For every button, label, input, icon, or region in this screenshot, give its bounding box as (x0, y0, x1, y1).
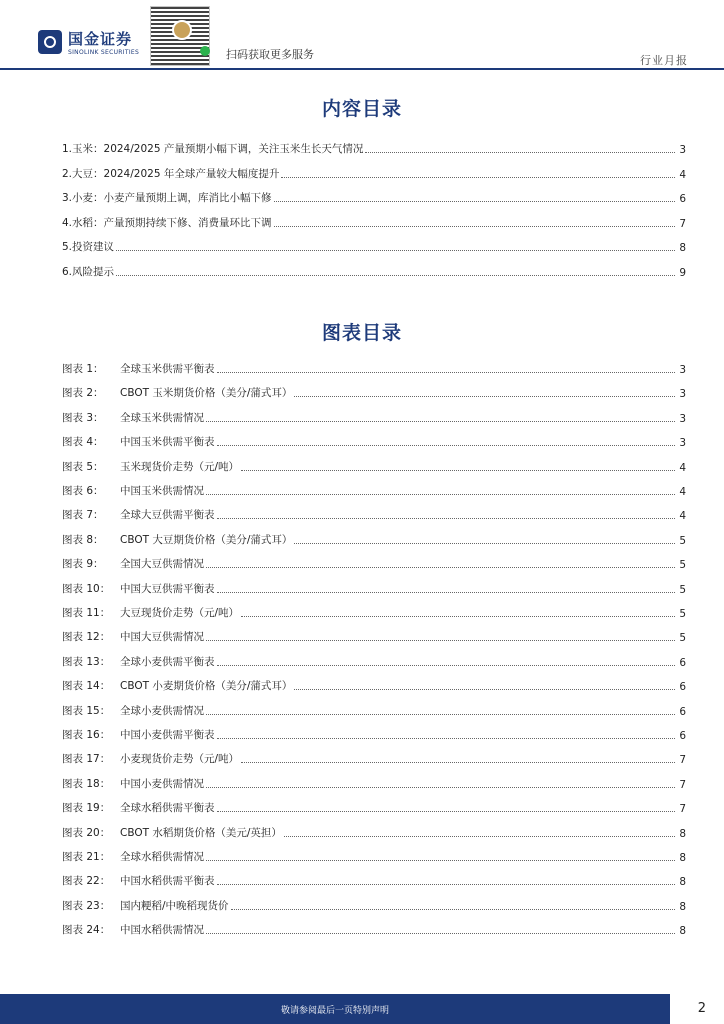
page-header (0, 0, 724, 70)
footer-disclaimer: 敬请参阅最后一页特别声明 (280, 1006, 389, 1016)
figure-entry-label (62, 532, 294, 547)
figure-entry[interactable] (62, 897, 686, 913)
figure-entry[interactable] (62, 360, 686, 376)
figure-entry[interactable] (62, 702, 686, 718)
figure-entry-title: 中国大豆供需平衡表 (120, 582, 215, 595)
figure-entry[interactable] (62, 433, 686, 449)
figure-entry-title: 小麦现货价走势（元/吨） (120, 753, 240, 766)
figure-entry-page: 8 (679, 852, 686, 864)
toc-entry-page: 6 (679, 193, 686, 205)
figure-entry-title: 全球小麦供需情况 (120, 704, 204, 717)
toc-entry-page: 4 (679, 168, 686, 181)
figure-entry-title: 中国水稻供需情况 (120, 924, 204, 937)
figure-entry-title: 全球水稻供需平衡表 (120, 802, 215, 815)
figure-entry-label (62, 751, 241, 766)
figure-entry[interactable] (62, 580, 686, 596)
dot-leader (206, 640, 675, 641)
figure-entry[interactable] (62, 726, 686, 742)
figure-entry-number: 图表 11： (62, 607, 111, 619)
figure-entry-page: 3 (679, 437, 686, 450)
figure-entry[interactable] (62, 628, 686, 644)
figure-entry-label (62, 849, 206, 864)
figure-entry-title: CBOT 小麦期货价格（美分/蒲式耳） (120, 680, 293, 693)
figure-entry-number: 图表 17： (62, 753, 111, 766)
figure-entry-page: 5 (679, 608, 686, 620)
figure-entry-title: 中国水稻供需平衡表 (120, 875, 215, 888)
figure-entry-page: 7 (679, 803, 686, 816)
figure-entry-page: 3 (679, 388, 686, 401)
toc-entry-label: 5.投资建议 (62, 241, 115, 253)
figure-entry-title: CBOT 水稻期货价格（美元/英担） (120, 826, 282, 839)
figures-title: 图表目录 (321, 322, 402, 344)
figure-entry[interactable] (62, 872, 686, 888)
dot-leader (294, 689, 675, 690)
toc-entry-page: 9 (679, 266, 686, 279)
figure-entry-number: 图表 18： (62, 777, 111, 790)
figure-entry-number: 图表 16： (62, 729, 111, 741)
toc-entry[interactable] (62, 214, 686, 230)
figure-entry-number: 图表 4： (62, 436, 104, 449)
figure-entry-title: 中国玉米供需平衡表 (120, 436, 215, 449)
figure-entry-title: 中国玉米供需情况 (120, 485, 204, 497)
figure-entry-label (62, 898, 231, 913)
figure-entry-number: 图表 24： (62, 924, 111, 937)
figure-entry[interactable] (62, 604, 686, 620)
figure-entry-label (62, 800, 217, 815)
figure-entry-label (62, 703, 206, 718)
dot-leader (206, 567, 675, 568)
toc-entry[interactable] (62, 165, 686, 181)
figure-entry-label (62, 654, 217, 669)
figure-entry-label (62, 556, 206, 571)
figure-entry-number: 图表 1： (62, 363, 104, 375)
figure-entry-page: 5 (679, 583, 686, 596)
figure-entry-title: 国内粳稻/中晚稻现货价 (120, 899, 229, 912)
dot-leader (217, 665, 676, 666)
figure-entry-title: 全球玉米供需情况 (120, 411, 204, 424)
figure-entry-title: CBOT 玉米期货价格（美分/蒲式耳） (120, 387, 293, 400)
figure-entry-label (62, 873, 217, 888)
figure-entry-page: 3 (679, 412, 686, 425)
figure-entry[interactable] (62, 482, 686, 498)
figure-entry-title: 全球小麦供需平衡表 (120, 655, 215, 668)
dot-leader (217, 738, 676, 739)
dot-leader (206, 933, 675, 934)
figure-entry-label (62, 581, 217, 596)
figure-entry-label (62, 385, 294, 400)
figure-entry-page: 7 (679, 754, 686, 767)
toc-entry-label: 1.玉米：2024/2025 产量预期小幅下调，关注玉米生长天气情况 (62, 143, 364, 155)
figure-entry-label (62, 507, 217, 522)
toc-entry[interactable] (62, 189, 686, 205)
figure-entry-number: 图表 21： (62, 851, 111, 863)
figure-entry-title: 中国小麦供需平衡表 (120, 729, 215, 741)
figure-entry-label (62, 922, 206, 937)
toc-entry[interactable] (62, 238, 686, 254)
figure-entry-label (62, 825, 284, 840)
figure-entry[interactable] (62, 775, 686, 791)
page-footer (0, 994, 724, 1024)
dot-leader (274, 201, 676, 202)
dot-leader (217, 811, 676, 812)
figure-entry-title: CBOT 大豆期货价格（美分/蒲式耳） (120, 533, 293, 546)
report-type: 行业月报 (640, 54, 688, 67)
figure-entry-number: 图表 5： (62, 460, 104, 473)
figure-entry-number: 图表 12： (62, 631, 111, 644)
figure-entry-title: 全国大豆供需情况 (120, 558, 204, 571)
figure-entry-title: 全球玉米供需平衡表 (120, 363, 215, 375)
figure-entry-number: 图表 3： (62, 411, 104, 424)
dot-leader (116, 275, 675, 276)
figure-entry[interactable] (62, 653, 686, 669)
figure-entry-title: 全球大豆供需平衡表 (120, 509, 215, 522)
figure-entry-number: 图表 23： (62, 899, 111, 912)
qr-center-logo-icon (172, 20, 192, 40)
toc-entry-page: 7 (679, 217, 686, 230)
toc-entry-label: 3.小麦：小麦产量预期上调，库消比小幅下修 (62, 192, 272, 204)
figure-entry-label (62, 727, 217, 742)
figure-entry[interactable] (62, 848, 686, 864)
dot-leader (217, 592, 676, 593)
toc-entry-page: 3 (679, 144, 686, 156)
figure-entry-number: 图表 7： (62, 509, 104, 522)
figure-entry-number: 图表 19： (62, 802, 111, 815)
figure-entry-page: 4 (679, 461, 686, 474)
figure-entry-page: 8 (679, 900, 686, 913)
figure-entry-number: 图表 2： (62, 387, 104, 400)
dot-leader (217, 445, 676, 446)
dot-leader (206, 787, 675, 788)
dot-leader (241, 470, 675, 471)
toc-entry[interactable] (62, 140, 686, 156)
dot-leader (116, 250, 675, 251)
figure-entry-page: 5 (679, 559, 686, 572)
figure-entry-number: 图表 20： (62, 826, 111, 839)
figure-entry-page: 6 (679, 705, 686, 718)
figure-entry-page: 5 (679, 632, 686, 645)
toc-entry-label: 2.大豆：2024/2025 年全球产量较大幅度提升 (62, 167, 280, 180)
dot-leader (217, 884, 676, 885)
figure-entry[interactable] (62, 750, 686, 766)
figure-entry-title: 中国大豆供需情况 (120, 631, 204, 644)
dot-leader (365, 152, 675, 153)
dot-leader (274, 226, 676, 227)
wechat-badge-icon (200, 46, 210, 56)
figure-entry-page: 3 (679, 364, 686, 376)
figure-entry-label (62, 605, 241, 620)
figure-entry[interactable] (62, 531, 686, 547)
qr-caption: 扫码获取更多服务 (226, 48, 314, 61)
toc-title: 内容目录 (321, 98, 402, 120)
figure-entry[interactable] (62, 458, 686, 474)
dot-leader (294, 396, 675, 397)
figure-entry[interactable] (62, 384, 686, 400)
page-number: 2 (697, 1001, 706, 1016)
toc-entry-label: 6.风险提示 (62, 265, 115, 278)
figure-entry[interactable] (62, 824, 686, 840)
logo-name-cn: 国金证券 (68, 30, 133, 48)
figure-entry-number: 图表 8： (62, 533, 104, 546)
figure-entry-label (62, 629, 206, 644)
figure-entry-page: 6 (679, 656, 686, 669)
dot-leader (281, 177, 675, 178)
dot-leader (294, 543, 675, 544)
figure-entry-label (62, 678, 294, 693)
figure-entry-number: 图表 10： (62, 582, 111, 595)
figure-entry-page: 8 (679, 925, 686, 938)
toc-entry-page: 8 (679, 242, 686, 254)
dot-leader (206, 494, 675, 495)
figure-entry-page: 4 (679, 486, 686, 498)
figure-entry-label (62, 361, 217, 376)
figure-entry-page: 6 (679, 681, 686, 694)
figure-entry[interactable] (62, 677, 686, 693)
figure-entry[interactable] (62, 921, 686, 937)
dot-leader (231, 909, 676, 910)
figure-entry-page: 5 (679, 534, 686, 547)
figure-entry-label (62, 434, 217, 449)
header-divider (0, 68, 724, 70)
company-logo (38, 28, 139, 56)
figure-entry-title: 玉米现货价走势（元/吨） (120, 460, 240, 473)
dot-leader (217, 372, 676, 373)
figure-entry-title: 大豆现货价走势（元/吨） (120, 607, 240, 619)
figure-entry-number: 图表 22： (62, 875, 111, 888)
figure-entry-number: 图表 15： (62, 704, 111, 717)
dot-leader (206, 421, 675, 422)
figure-entry-number: 图表 13： (62, 655, 111, 668)
dot-leader (206, 860, 675, 861)
logo-icon (38, 30, 62, 54)
figure-entry-label (62, 483, 206, 498)
figure-entry[interactable] (62, 409, 686, 425)
figure-entry-page: 8 (679, 876, 686, 889)
toc-entry-label: 4.水稻：产量预期持续下修、消费量环比下调 (62, 216, 272, 229)
dot-leader (206, 714, 675, 715)
figure-entry-title: 中国小麦供需情况 (120, 777, 204, 790)
figure-entry-label (62, 776, 206, 791)
dot-leader (241, 762, 675, 763)
figure-entry-title: 全球水稻供需情况 (120, 851, 204, 863)
toc-entry[interactable] (62, 263, 686, 279)
figure-entry[interactable] (62, 799, 686, 815)
figure-entry-page: 7 (679, 778, 686, 791)
dot-leader (284, 836, 675, 837)
figure-entry[interactable] (62, 506, 686, 522)
figure-entry-number: 图表 6： (62, 485, 104, 497)
logo-name-en: SINOLINK SECURITIES (68, 49, 140, 56)
figure-entry-number: 图表 9： (62, 558, 104, 571)
dot-leader (241, 616, 675, 617)
figure-entry-page: 4 (679, 510, 686, 523)
figure-entry-page: 8 (679, 827, 686, 840)
dot-leader (217, 518, 676, 519)
figure-entry-number: 图表 14： (62, 680, 111, 693)
figure-entry-label (62, 459, 241, 474)
figure-entry-page: 6 (679, 730, 686, 742)
figure-entry[interactable] (62, 555, 686, 571)
figure-entry-label (62, 410, 206, 425)
